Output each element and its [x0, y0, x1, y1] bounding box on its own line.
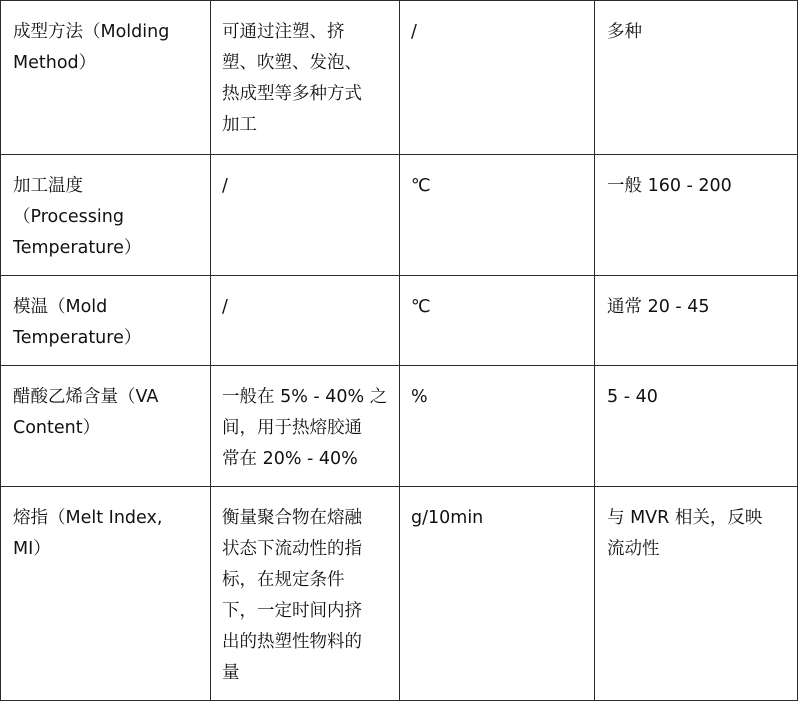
- description-cell: [211, 366, 400, 487]
- description-cell: [211, 487, 400, 701]
- unit-cell: [400, 1, 595, 155]
- description-line: 塑、吹塑、发泡、: [222, 53, 362, 73]
- description-line: 常在 20% - 40%: [222, 449, 358, 469]
- table-row: [1, 155, 798, 276]
- property-cell: [1, 276, 211, 366]
- property-line: Content）: [13, 418, 101, 438]
- value-cell: [595, 366, 798, 487]
- table-row: [1, 1, 798, 155]
- description-line: 一般在 5% - 40% 之: [222, 387, 388, 407]
- table-row: [1, 487, 798, 701]
- property-line: Temperature）: [13, 238, 142, 258]
- unit-text: ℃: [411, 297, 431, 317]
- description-line: 下，一定时间内挤: [222, 601, 362, 621]
- property-cell: [1, 1, 211, 155]
- value-line: 多种: [607, 22, 642, 42]
- unit-text: g/10min: [411, 508, 484, 528]
- property-line: Method）: [13, 53, 97, 73]
- description-line: 出的热塑性物料的: [222, 632, 362, 652]
- unit-text: /: [411, 22, 417, 42]
- value-line: 5 - 40: [607, 387, 658, 407]
- unit-cell: [400, 366, 595, 487]
- value-line: 通常 20 - 45: [607, 297, 710, 317]
- description-line: 状态下流动性的指: [222, 539, 362, 559]
- unit-text: ℃: [411, 176, 431, 196]
- description-line: 间，用于热熔胶通: [222, 418, 362, 438]
- description-line: /: [222, 297, 228, 317]
- description-line: 标，在规定条件: [222, 570, 345, 590]
- property-line: （Processing: [13, 207, 124, 227]
- property-cell: [1, 366, 211, 487]
- description-cell: [211, 276, 400, 366]
- description-cell: [211, 155, 400, 276]
- table-row: [1, 276, 798, 366]
- description-line: 加工: [222, 115, 257, 135]
- value-line: 与 MVR 相关，反映: [607, 508, 763, 528]
- table-row: [1, 366, 798, 487]
- property-line: 醋酸乙烯含量（VA: [13, 387, 159, 407]
- value-cell: [595, 1, 798, 155]
- value-cell: [595, 276, 798, 366]
- description-line: 热成型等多种方式: [222, 84, 362, 104]
- value-line: 一般 160 - 200: [607, 176, 732, 196]
- property-line: 模温（Mold: [13, 297, 108, 317]
- property-line: Temperature）: [13, 328, 142, 348]
- property-line: 成型方法（Molding: [13, 22, 170, 42]
- property-line: 熔指（Melt Index,: [13, 508, 163, 528]
- unit-cell: [400, 487, 595, 701]
- description-line: /: [222, 176, 228, 196]
- description-line: 量: [222, 663, 240, 683]
- value-cell: [595, 155, 798, 276]
- property-cell: [1, 155, 211, 276]
- description-line: 可通过注塑、挤: [222, 22, 345, 42]
- description-line: 衡量聚合物在熔融: [222, 508, 362, 528]
- value-cell: [595, 487, 798, 701]
- unit-cell: [400, 155, 595, 276]
- property-line: MI）: [13, 539, 51, 559]
- description-cell: [211, 1, 400, 155]
- property-cell: [1, 487, 211, 701]
- property-line: 加工温度: [13, 176, 83, 196]
- unit-text: %: [411, 387, 428, 407]
- value-line: 流动性: [607, 539, 660, 559]
- unit-cell: [400, 276, 595, 366]
